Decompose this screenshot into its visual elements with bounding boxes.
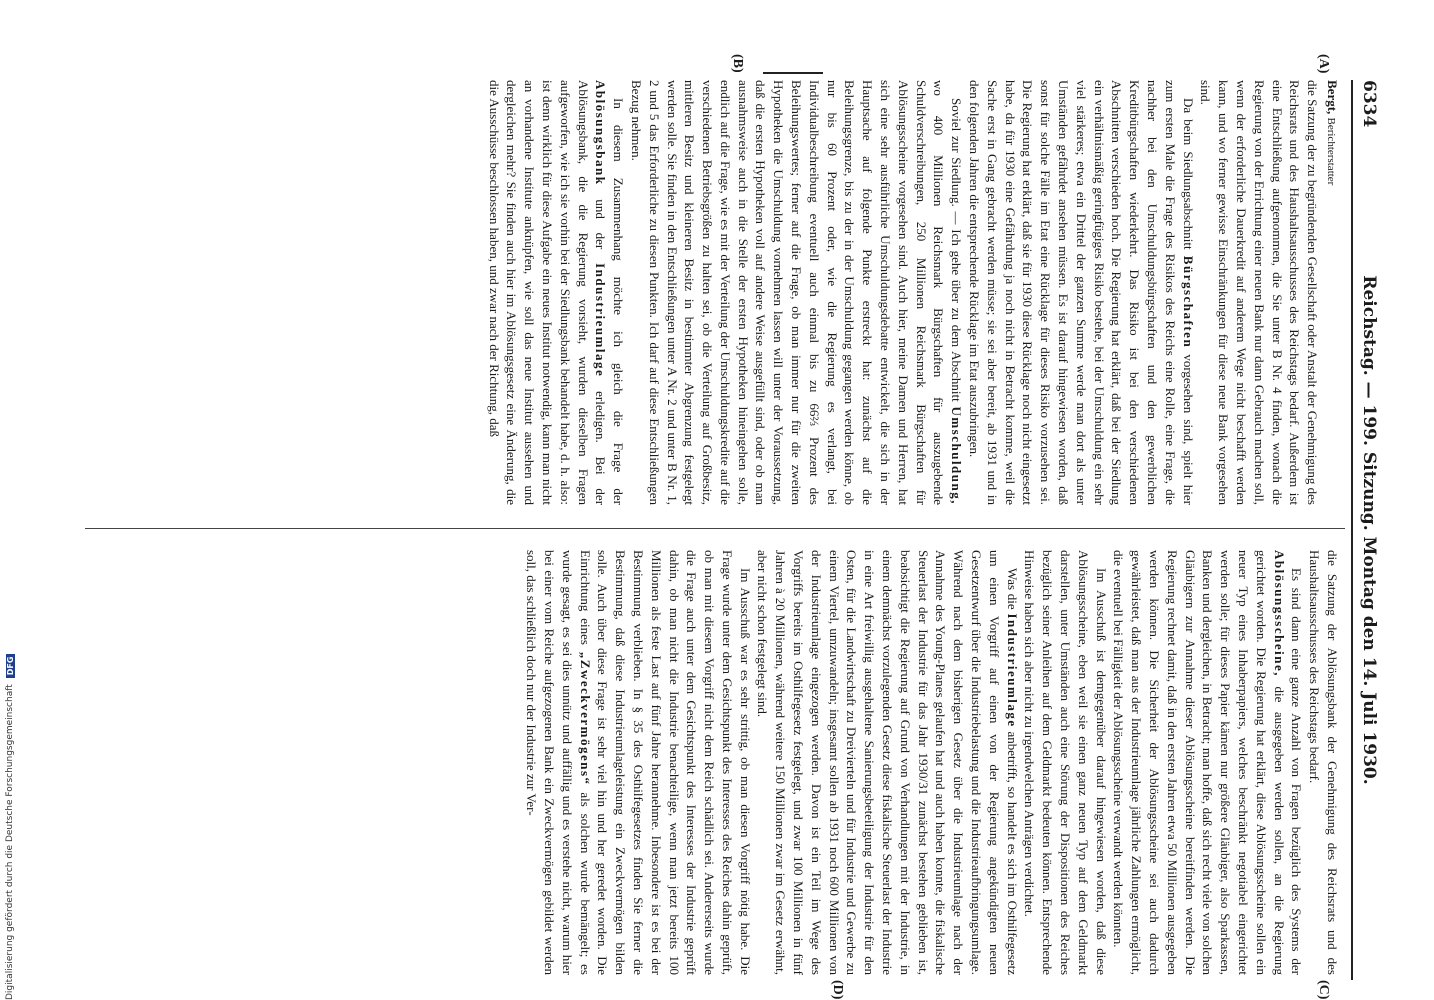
margin-marker-d: (D) xyxy=(830,980,845,1000)
keyword: Industrieumlage xyxy=(593,263,609,378)
keyword: Bürgschaften xyxy=(1180,255,1196,349)
keyword: Ablösungsbank xyxy=(593,80,609,186)
speaker-role: Berichterstatter xyxy=(1325,117,1337,186)
paragraph: Da beim Siedlungsabschnitt Bürgschaften vorgesehen sind, spielt hier zum ersten Male die Frage des Risikos des Reichs eine Rolle, eine Frage, die nachher bei den Umschuldungsbürgschaften und den gewerblichen Kreditbürgschaften wiederkehrt. Das Risiko ist bei den verschiedenen Abschnitten verschieden hoch. Die Regierung hat erklärt, daß bei der Siedlung ein verhältnismäßig geringfügiges Risiko bestehe, bei der Umschuldung ein sehr viel stärkeres; etwa ein Drittel der ganzen Summe werde man dort als unter Umständen gefährdet ansehen müssen. Es ist darauf hingewiesen worden, daß sonst für solche Fälle im Etat eine Rücklage für dieses Risiko vorzusehen sei. Die Regierung hat erklärt, daß sie für 1930 diese Rücklage noch nicht eingesetzt habe, da für 1930 eine Gefährdung ja noch nicht in Betracht komme, weil die Sache erst in Gang gebracht werden müsse; sie sei aber bereit, ab 1931 und in den folgenden Jahren die entsprechende Rücklage im Etat auszubringen. xyxy=(967,80,1196,505)
margin-marker-a: (A) xyxy=(1316,54,1331,74)
paragraph: Im Ausschuß ist demgegenüber darauf hingewiesen worden, daß diese Ablösungsscheine, eben weil sie einen ganz neuen Typ auf dem Geldmarkt darstellen, unter Umständen auch eine Störung der Dispositionen des Reiches bezüglich seiner Anleihen auf dem Geldmarkt bedeuten können. Entsprechende Hinweise haben sich aber nicht zu irgendwelchen Anträgen verdichtet. xyxy=(1022,550,1109,975)
column-divider xyxy=(85,528,1345,529)
paragraph: In diesem Zusammenhang möchte ich gleich die Frage der Ablösungsbank und der Industrieumlage erledigen. Bei der Ablösungsbank, die die Regierung vorsieht, wurden dieselben Fragen aufgeworfen, wie ich sie vorhin bei der Siedlungsbank behandelt habe, d. h. also: ist denn wirklich für diese Aufgabe ein neues Institut notwendig, kann man nicht an vorhandene Institute anknüpfen, wie soll das neue Institut aussehen und dergleichen mehr? Sie finden auch hier im Ablösungsgesetz eine Änderung, die die Ausschüsse beschlossen haben, und zwar nach der Richtung, daß xyxy=(486,80,627,505)
paragraph: die Satzung der Ablösungsbank der Genehmigung des Reichsrats und des Haushaltsausschusses des Reichstags bedarf. xyxy=(1307,550,1340,975)
keyword: Ablösungsscheine, xyxy=(1271,550,1287,677)
printed-page xyxy=(55,54,1385,1000)
running-title: Reichstag. — 199. Sitzung. Montag den 14. Juli 1930. xyxy=(1359,275,1379,785)
left-column xyxy=(61,80,1341,505)
dfg-logo: DFG xyxy=(6,654,15,679)
page-number: 6334 xyxy=(1359,80,1379,128)
paragraph: Im Ausschuß war es sehr strittig, ob man diesen Vorgriff nötig habe. Die Frage wurde unter dem Gesichtspunkt des Interesses des Reiches dahin geprüft, ob man mit diesem Vorgriff nicht dem Reich schädlich sei. Andererseits wurde die Frage auch unter dem Gesichtspunkt des Interesses der Industrie geprüft dahin, ob man nicht die Industrie benachteilige, wenn man jetzt bereits 100 Millionen als feste Last auf fünf Jahre herannehme. Inbesondere ist es bei der Bestimmung verblieben. In § 35 des Osthilfegesetzes finden Sie ferner die Bestimmung, daß diese Industrieumlageleistung ein Zweckvermögen bilden solle. Auch über diese Frage ist sehr viel hin und her geredet worden. Die Einrichtung eines „Zweckvermögens“ als solchen wurde bemängelt; es wurde gesagt, es sei dies unnütz und auffällig und es verstehe nicht, warum hier bei einer vom Reiche aufgezogenen Bank ein Zweckvermögen gebildet werden soll, das schließlich doch nur der Industrie zur Ver- xyxy=(524,550,753,975)
keyword: „Zweckvermögens“ xyxy=(577,651,593,786)
keyword: Umschuldung, xyxy=(949,406,965,505)
margin-bracket xyxy=(763,72,823,74)
margin-marker-c: (C) xyxy=(1316,980,1331,1000)
digitization-footer xyxy=(0,0,20,1000)
right-column xyxy=(61,550,1341,975)
paragraph: Es sind dann eine ganze Anzahl von Fragen bezüglich des Systems der Ablösungsscheine, die ausgegeben werden sollen, an die Regierung gerichtet worden. Die Regierung hat erklärt, diese Ablösungsscheine sollen ein neuer Typ eines Inhaberpapiers, welches beschränkt negotiabel eingerichtet werden solle; für dieses Papier kämen nur größere Gläubiger, also Sparkassen, Banken und dergleichen, in Betracht; man hoffe, daß sich recht viele von solchen Gläubigern zur Annahme dieser Ablösungsscheine bereitfinden werden. Die Regierung rechnet damit, daß in den ersten Jahren etwa 50 Millionen ausgegeben werden können. Die Sicherheit der Ablösungsscheine sei auch dadurch gewährleistet, daß man aus der Industrieumlage jährliche Zahlungen ermöglicht, die eventuell bei Fälligkeit der Ablösungsscheine verwandt werden könnten. xyxy=(1111,550,1305,975)
paragraph: Soviel zur Siedlung. — Ich gehe über zu dem Abschnitt Umschuldung, wo 400 Millionen Reichsmark Bürgschaften für auszugebende Schuldverschreibungen, 250 Millionen Reichsmark Bürgschaften für Ablösungsscheine vorgesehen sind. Auch hier, meine Damen und Herren, hat sich eine sehr ausführliche Umschuldungsdebatte entwickelt, die sich in der Hauptsache auf folgende Punkte erstreckt hat: zunächst auf die Beleihungsgrenze, bis zu der in der Umschuldung gegangen werden könne, ob nur bis 60 Prozent oder, wie die Regierung es verlangt, bei Individualbeschreibung eventuell auch einmal bis zu 66⅔ Prozent des Beleihungswertes; ferner auf die Frage, ob man immer nur für die zweiten Hypotheken die Umschuldung vornehmen lassen will unter der Voraussetzung, daß die ersten Hypotheken voll auf andere Weise ausgefüllt sind, oder ob man ausnahmsweise auch in die Stelle der ersten Hypotheken hineingehen solle, endlich auf die Frage, wie es mit der Verteilung der Umschuldungskredite auf die verschiedenen Betriebsgrößen zu halten sei, ob die Verteilung auf Großbesitz, mittleren Besitz und kleineren Besitz in bestimmter Abgrenzung festgelegt werden solle. Sie finden in den Entschließungen unter A Nr. 2 und unter B Nr. 1, 2 und 5 das Erforderliche zu diesen Punkten. Ich darf auf diese Entschließungen Bezug nehmen. xyxy=(628,80,965,505)
margin-marker-b: (B) xyxy=(730,54,745,73)
paragraph: Was die Industrieumlage anbetrifft, so handelt es sich im Osthilfegesetz um einen Vorgriff auf einen von der Regierung angekündigten neuen Gesetzentwurf über die Industriebelastung und die Industrieaufbringungsumlage. Während nach dem bisherigen Gesetz über die Industrieumlage nach der Annahme des Young-Planes gelaufen hat und auch haben konnte, die fiskalische Steuerlast der Industrie für das Jahr 1930/31 zunächst bestehen geblieben ist, beabsichtigt die Regierung auf Grund von Verhandlungen mit der Industrie, in einem demnächst vorzulegenden Gesetz diese fiskalische Steuerlast der Industrie in eine Art freiwillig ausgehaltene Sanierungsbeteiligung der Industrie für den Osten, für die Landwirtschaft zu Dreivierteln und für Industrie und Gewerbe zu einem Viertel, umzuwandeln; insgesamt sollen ab 1931 noch 600 Millionen von der Industrieumlage eingezogen werden. Davon ist ein Teil im Wege des Vorgriffs bereits im Osthilfegesetz festgelegt, und zwar 100 Millionen in fünf Jahren à 20 Millionen, während weitere 150 Millionen zwar im Gesetz erwähnt, aber nicht schon festgelegt sind. xyxy=(755,550,1020,975)
paragraph: die Satzung der zu begründenden Gesellschaft oder Anstalt der Genehmigung des Reichsrats und des Haushaltsausschusses des Reichstags bedarf. Außerdem ist eine Entschließung aufgenommen, die Sie unter B Nr. 4 finden, wonach die Regierung von der Errichtung einer neuen Bank nur dann Gebrauch machen soll, wenn der erforderliche Dauerkredit auf anderem Wege nicht beschafft werden kann, und wo ferner gewisse Einschränkungen für diese neue Bank vorgesehen sind. xyxy=(1198,80,1321,505)
keyword: Industrieumlage xyxy=(1004,613,1020,728)
digitization-note: Digitalisierung gefördert durch die Deutsche Forschungsgemeinschaft xyxy=(5,684,15,1000)
speaker-line xyxy=(1321,80,1341,505)
page-header xyxy=(1351,80,1385,980)
speaker-name: Bergt, xyxy=(1325,80,1340,115)
